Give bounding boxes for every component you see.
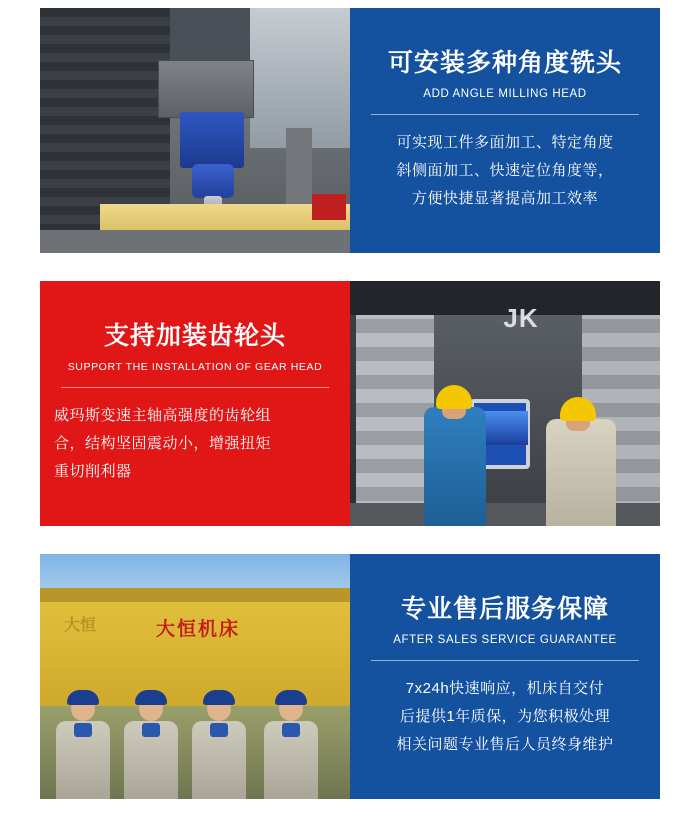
photo1-red-marker — [312, 194, 346, 220]
block1-body-line-2: 斜侧面加工、快速定位角度等， — [396, 162, 614, 180]
photo3-worker-1-cap — [67, 690, 99, 705]
photo2-worker-khaki-body — [546, 419, 616, 526]
photo1-angle-head-blue — [180, 112, 244, 168]
photo3-worker-2-badge — [142, 723, 160, 737]
photo3-side-text: 大恒 — [64, 617, 97, 634]
photo3-worker-4-cap — [275, 690, 307, 705]
block3-body-line-3: 相关问题专业售后人员终身维护 — [396, 735, 614, 753]
photo3-building-roof — [40, 588, 350, 602]
photo3-worker-4-badge — [282, 723, 300, 737]
text-panel-angle-milling-head — [350, 8, 660, 253]
feature-block-angle-milling-head — [40, 8, 660, 253]
photo3-factory-sign: 大恒机床 — [155, 619, 240, 640]
photo1-milling-head-body — [158, 60, 254, 118]
photo1-upper-panel — [170, 8, 250, 68]
block1-divider — [371, 114, 639, 115]
block2-title-en: SUPPORT THE INSTALLATION OF GEAR HEAD — [67, 361, 323, 374]
photo3-worker-1-badge — [74, 723, 92, 737]
photo2-left-column — [356, 305, 434, 526]
photo3-worker-3-badge — [210, 723, 228, 737]
block3-body — [396, 675, 613, 758]
block3-title-cn: 专业售后服务保障 — [400, 595, 609, 624]
photo-gear-head-workers — [350, 281, 660, 526]
block3-title-en: AFTER SALES SERVICE GUARANTEE — [393, 634, 617, 647]
photo2-control-screen — [480, 411, 528, 445]
block2-body-line-2: 合，结构坚固震动小，增强扭矩 — [54, 435, 272, 453]
photo1-side-column — [286, 128, 312, 208]
block2-title-cn: 支持加装齿轮头 — [103, 322, 286, 351]
block1-title-en: ADD ANGLE MILLING HEAD — [423, 88, 587, 101]
block1-title-cn: 可安装多种角度铣头 — [387, 49, 622, 78]
block1-body — [396, 129, 613, 212]
photo-angle-milling-head — [40, 8, 350, 253]
block1-body-line-3: 方便快捷显著提高加工效率 — [411, 189, 598, 207]
text-panel-gear-head — [40, 281, 350, 526]
feature-block-gear-head — [40, 281, 660, 526]
block2-body — [54, 402, 271, 485]
block2-body-line-1: 威玛斯变速主轴高强度的齿轮组 — [54, 407, 272, 425]
block3-divider — [371, 660, 639, 661]
photo3-factory-building — [40, 588, 350, 706]
photo1-window — [250, 8, 350, 148]
block1-body-line-1: 可实现工件多面加工、特定角度 — [396, 134, 614, 152]
photo-service-team — [40, 554, 350, 799]
block3-body-line-1: 7x24h快速响应，机床自交付 — [405, 680, 605, 698]
photo2-worker-blue-body — [424, 407, 486, 526]
photo2-brand-logo: JK — [503, 303, 539, 333]
photo3-worker-2-cap — [135, 690, 167, 705]
block3-body-line-2: 后提供1年质保，为您积极处理 — [399, 708, 611, 726]
feature-block-after-sales — [40, 554, 660, 799]
block2-divider — [61, 387, 329, 388]
photo1-angle-head-lower — [192, 164, 234, 198]
photo3-worker-3-cap — [203, 690, 235, 705]
text-panel-after-sales — [350, 554, 660, 799]
block2-body-line-3: 重切削利器 — [54, 462, 132, 480]
photo1-floor — [40, 230, 350, 253]
